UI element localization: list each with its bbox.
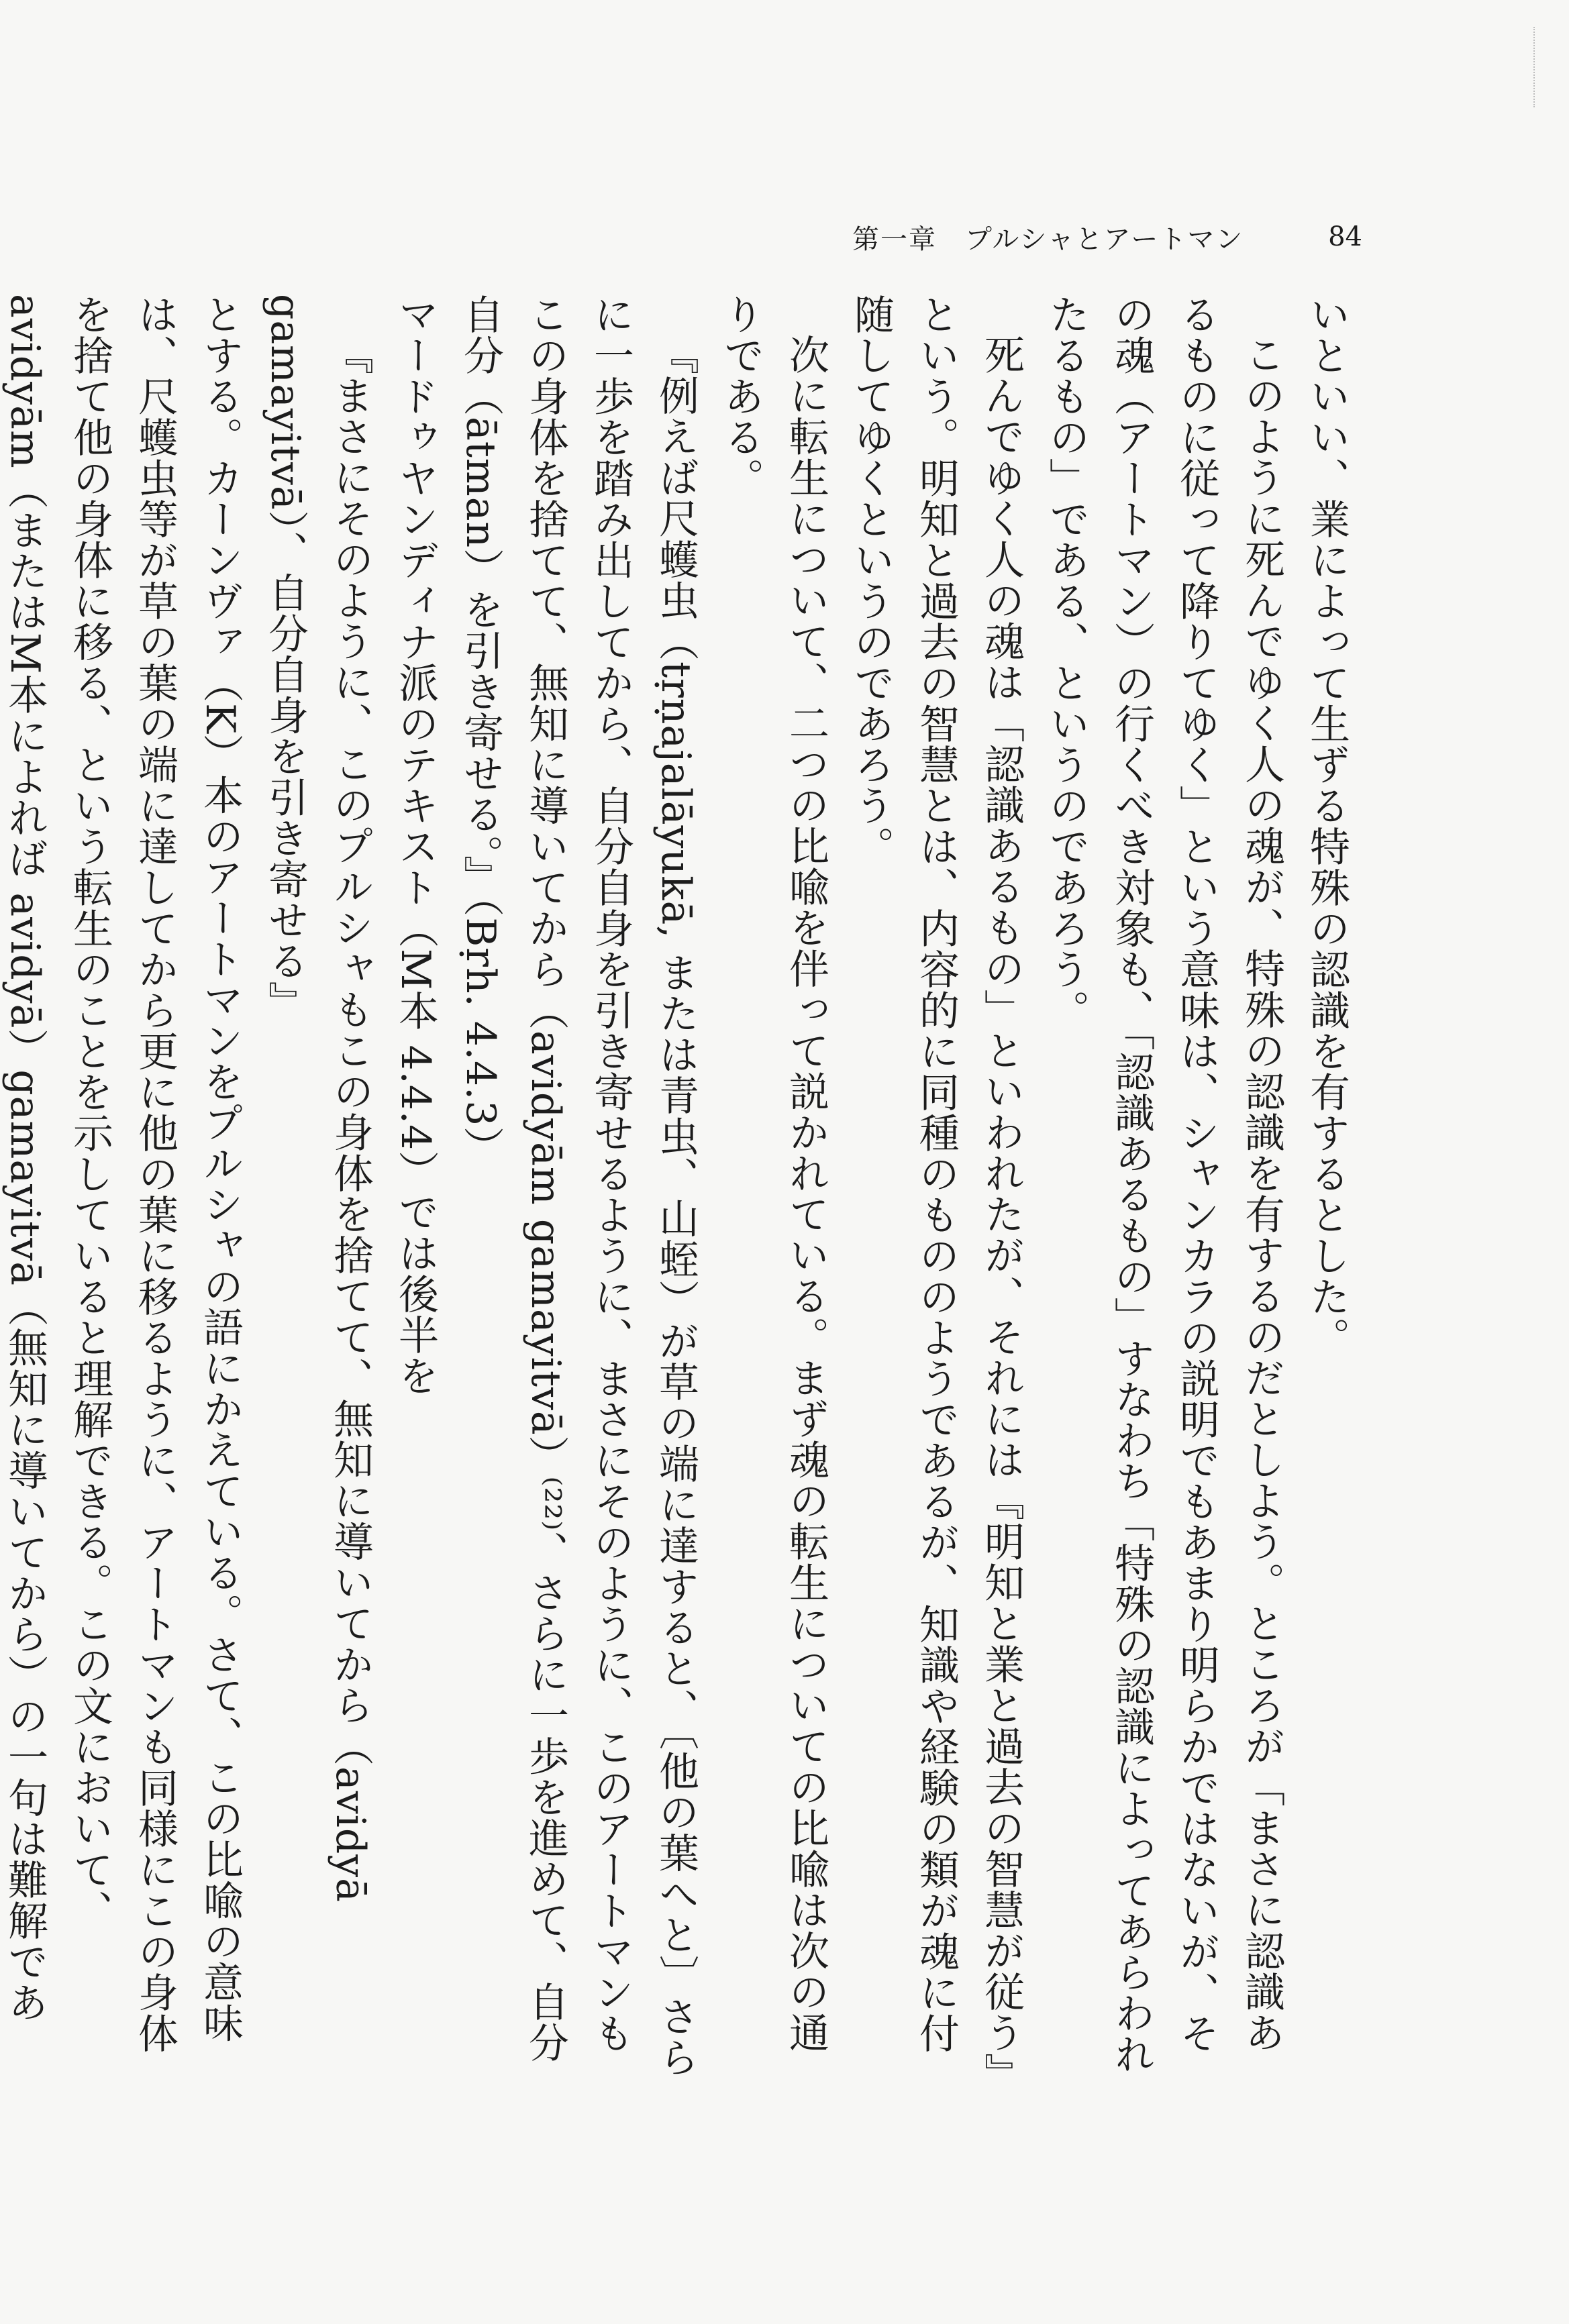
chapter-title: 第一章 プルシャとアートマン bbox=[852, 223, 1244, 255]
paragraph-4: 次に転生について、二つの比喩を伴って説かれている。まず魂の転生についての比喩は次の通りである。 bbox=[717, 294, 829, 2053]
paragraph-5: マードゥヤンディナ派のテキスト（M本 4.4.4）では後半を bbox=[392, 294, 439, 1397]
page-number: 84 bbox=[1328, 221, 1362, 252]
paragraph-3: 死んでゆく人の魂は「認識あるもの」といわれたが、それには『明知と業と過去の智慧が従う』という。明知と過去の智慧とは、内容的に同種のもののようであるが、知識や経験の類が魂に付随してゆくというのであろう。 bbox=[848, 294, 1025, 2074]
margin-mark bbox=[1533, 27, 1548, 107]
quote-2: 『まさにそのように、このプルシャもこの身体を捨てて、無知に導いてから（avidyā gamayitvā）、自分自身を引き寄せる』 bbox=[262, 294, 374, 1903]
paragraph-2: このように死んでゆく人の魂が、特殊の認識を有するのだとしよう。ところが「まさに認識あるものに従って降りてゆく」という意味は、シャンカラの説明でもあまり明らかではないが、その魂（アートマン）の行くべき対象も、「認識あるもの」すなわち「特殊の認識によってあらわれたるもの」である、というのであろう。 bbox=[1043, 294, 1285, 2074]
paragraph-1: いといい、業によって生ずる特殊の認識を有するとした。 bbox=[1303, 294, 1350, 1358]
running-header bbox=[852, 213, 1362, 260]
quote-1: 『例えば尺蠖虫（tṛṇajalāyukā, または青虫、山蛭）が草の端に達すると、〔他の葉へと〕さらに一歩を踏み出してから、自分自身を引き寄せるように、まさにそのように、このアートマンもこの身体を捨てて、無知に導いてから（avidyām gamayitvā）⁽²²⁾、さらに一歩を進めて、自分自分（ātman）を引き寄せる。』（Bṛh. 4.4.3） bbox=[457, 294, 699, 2078]
body-text bbox=[1, 294, 1359, 2092]
paragraph-6: とする。カーンヴァ（K）本のアートマンをプルシャの語にかえている。さて、この比喩の意味は、尺蠖虫等が草の葉の端に達してから更に他の葉に移るように、アートマンも同様にこの身体を捨て他の身体に移る、という転生のことを示していると理解できる。この文において、avidyām（またはM本によれば avidyā）gamayitvā（無知に導いてから）の一句は難解であ bbox=[1, 294, 244, 2054]
